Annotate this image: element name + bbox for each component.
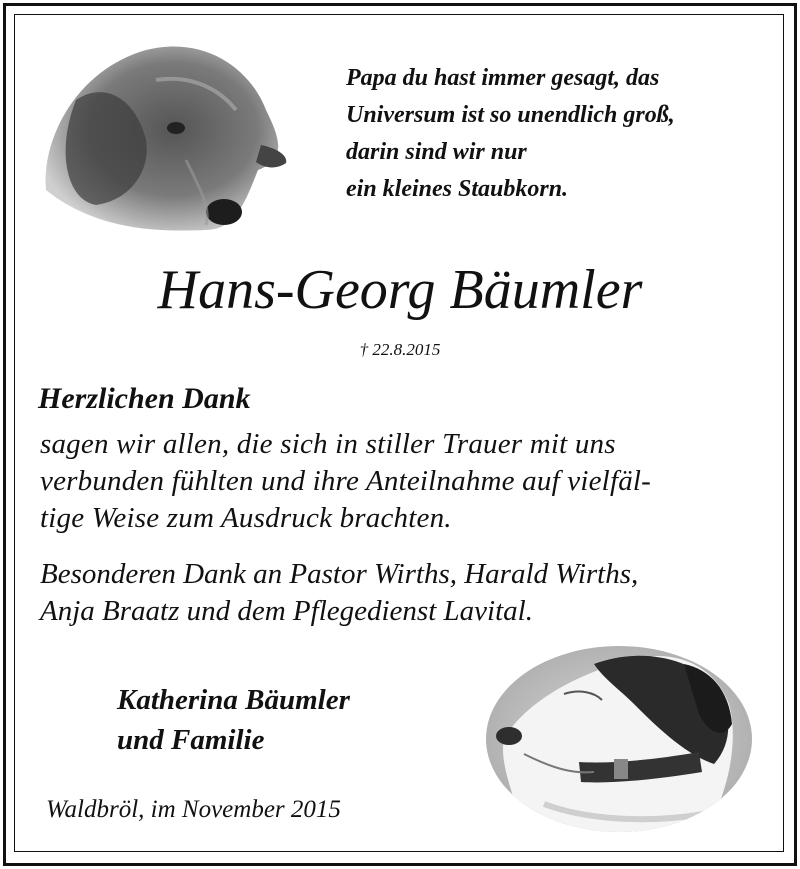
poem-line: Universum ist so unendlich groß, xyxy=(346,102,675,128)
special-thanks xyxy=(40,556,780,630)
poem-line: ein kleines Staubkorn. xyxy=(346,176,569,202)
place-and-date: Waldbröl, im November 2015 xyxy=(46,796,341,823)
body-line: verbunden fühlten und ihre Anteilnahme auf vielfäl- xyxy=(40,465,652,497)
signature-line: Katherina Bäumler xyxy=(117,684,350,716)
deceased-name: Hans-Georg Bäumler xyxy=(157,259,643,321)
poem-line: Papa du hast immer gesagt, das xyxy=(346,65,660,91)
signature-line: und Familie xyxy=(117,724,265,756)
poem-line: darin sind wir nur xyxy=(346,139,527,165)
death-date: † 22.8.2015 xyxy=(359,340,441,359)
thanks-heading: Herzlichen Dank xyxy=(38,382,251,415)
poem xyxy=(346,60,675,208)
special-line: Besonderen Dank an Pastor Wirths, Harald Wirths, xyxy=(40,558,639,590)
special-line: Anja Braatz und dem Pflegedienst Lavital. xyxy=(40,595,533,627)
dog-photo-bottom xyxy=(484,644,754,834)
signature xyxy=(117,680,350,760)
body-line: tige Weise zum Ausdruck brachten. xyxy=(40,502,452,534)
body-line: sagen wir allen, die sich in stiller Trauer mit uns xyxy=(40,428,616,460)
thanks-body xyxy=(40,426,758,537)
dog-photo-top xyxy=(36,40,296,235)
